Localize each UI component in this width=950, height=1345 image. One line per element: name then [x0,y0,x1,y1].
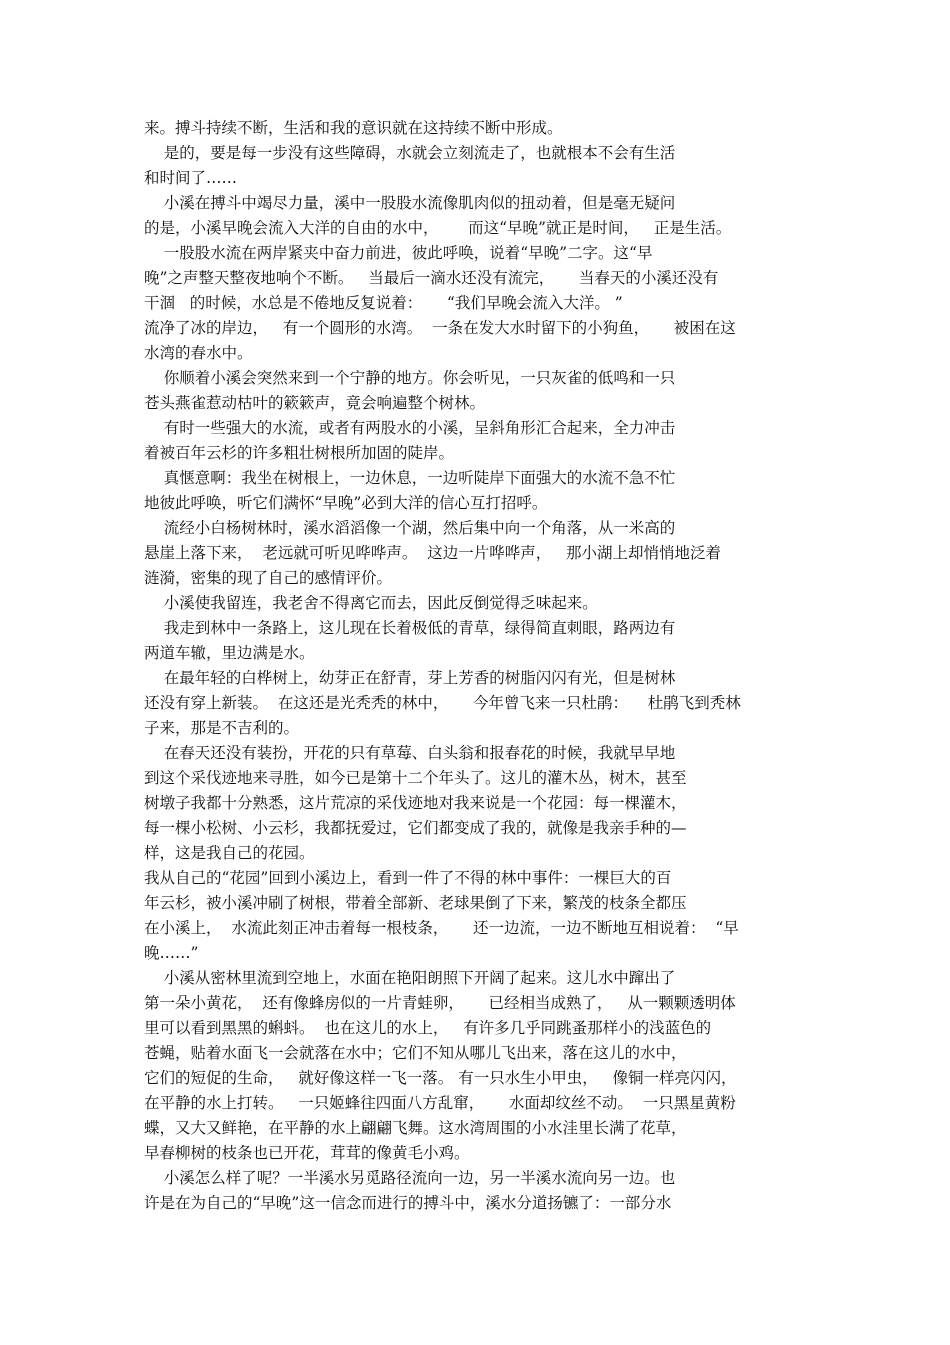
text-line: 我走到林中一条路上，这儿现在长着极低的青草，绿得简直刺眼，路两边有 [144,619,676,637]
text-line: 流净了冰的岸边， 有一个圆形的水湾。 一条在发大水时留下的小狗鱼， 被困在这 [144,319,736,337]
text-line: 在平静的水上打转。 一只姬蜂往四面八方乱窜， 水面却纹丝不动。 一只黑星黄粉 [144,1094,736,1112]
text-line: 的是，小溪早晚会流入大洋的自由的水中， 而这“早晚”就正是时间， 正是生活。 [144,219,732,237]
text-line: 在最年轻的白桦树上，幼芽正在舒青，芽上芳香的树脂闪闪有光，但是树林 [144,669,676,687]
text-line: 我从自己的“花园”回到小溪边上，看到一件了不得的林中事件：一棵巨大的百 [144,869,672,887]
text-line: 树墩子我都十分熟悉，这片荒凉的采伐迹地对我来说是一个花园：每一棵灌木， [144,794,687,812]
text-line: 样，这是我自己的花园。 [144,844,315,862]
text-line: 它们的短促的生命， 就好像这样一飞一落。 有一只水生小甲虫， 像铜一样亮闪闪， [144,1069,737,1087]
text-line: 早春柳树的枝条也已开花，茸茸的像黄毛小鸡。 [144,1144,470,1162]
text-line: 还没有穿上新装。 在这还是光秃秃的林中， 今年曾飞来一只杜鹃： 杜鹃飞到秃林 [144,694,741,712]
text-line: 年云杉，被小溪冲刷了树根，带着全部新、老球果倒了下来，繁茂的枝条全都压 [144,894,687,912]
text-line: 和时间了…… [144,169,238,187]
text-line: 两道车辙，里边满是水。 [144,644,315,662]
text-line: 每一棵小松树、小云杉，我都抚爱过，它们都变成了我的，就像是我亲手种的— [144,819,687,837]
text-line: 着被百年云杉的许多粗壮树根所加固的陡岸。 [144,444,455,462]
text-line: 小溪怎么样了呢？一半溪水另觅路径流向一边，另一半溪水流向另一边。也 [144,1169,676,1187]
text-line: 干涸 的时候，水总是不倦地反复说着： “我们早晚会流入大洋。 ” [144,294,623,312]
text-line: 涟漪，密集的现了自己的感情评价。 [144,569,393,587]
text-line: 悬崖上落下来， 老远就可听见哗哗声。 这边一片哗哗声， 那小湖上却悄悄地泛着 [144,544,721,562]
text-line: 有时一些强大的水流，或者有两股水的小溪，呈斜角形汇合起来，全力冲击 [144,419,676,437]
text-line: 蝶，又大又鲜艳，在平静的水上翩翩飞舞。这水湾周围的小水洼里长满了花草， [144,1119,687,1137]
text-line: 你顺着小溪会突然来到一个宁静的地方。你会听见，一只灰雀的低鸣和一只 [144,369,676,387]
text-line: 苍蝇，贴着水面飞一会就落在水中；它们不知从哪儿飞出来，落在这儿的水中， [144,1044,687,1062]
text-line: 真惬意啊：我坐在树根上，一边休息，一边听陡岸下面强大的水流不急不忙 [144,469,676,487]
text-line: 来。搏斗持续不断，生活和我的意识就在这持续不断中形成。 [144,119,563,137]
text-line: 到这个采伐迹地来寻胜，如今已是第十二个年头了。这儿的灌木丛，树木，甚至 [144,769,687,787]
text-line: 子来，那是不吉利的。 [144,719,300,737]
text-line: 苍头燕雀惹动枯叶的簌簌声，竟会响遍整个树林。 [144,394,486,412]
text-line: 小溪从密林里流到空地上，水面在艳阳朗照下开阔了起来。这儿水中蹿出了 [144,969,676,987]
text-line: 晚”之声整天整夜地响个不断。 当最后一滴水还没有流完， 当春天的小溪还没有 [144,269,719,287]
text-line: 水湾的春水中。 [144,344,253,362]
text-line: 小溪使我留连，我老舍不得离它而去，因此反倒觉得乏味起来。 [144,594,598,612]
text-line: 晚……” [144,944,199,962]
text-line: 在春天还没有装扮，开花的只有草莓、白头翁和报春花的时候，我就早早地 [144,744,676,762]
text-line: 第一朵小黄花， 还有像蜂房似的一片青蛙卵， 已经相当成熟了， 从一颗颗透明体 [144,994,736,1012]
text-line: 是的，要是每一步没有这些障碍，水就会立刻流走了，也就根本不会有生活 [144,144,676,162]
text-line: 地彼此呼唤，听它们满怀“早晚”必到大洋的信心互打招呼。 [144,494,548,512]
text-line: 流经小白杨树林时，溪水滔滔像一个湖，然后集中向一个角落，从一米高的 [144,519,676,537]
text-line: 一股股水流在两岸紧夹中奋力前进，彼此呼唤，说着“早晚”二字。这“早 [144,244,653,262]
text-line: 里可以看到黑黑的蝌蚪。 也在这儿的水上， 有许多几乎同跳蚤那样小的浅蓝色的 [144,1019,712,1037]
text-line: 在小溪上， 水流此刻正冲击着每一根枝条， 还一边流，一边不断地互相说着： “早 [144,919,739,937]
text-line: 小溪在搏斗中竭尽力量，溪中一股股水流像肌肉似的扭动着，但是毫无疑问 [144,194,676,212]
text-line: 许是在为自己的“早晚”这一信念而进行的搏斗中，溪水分道扬镳了：一部分水 [144,1194,672,1212]
